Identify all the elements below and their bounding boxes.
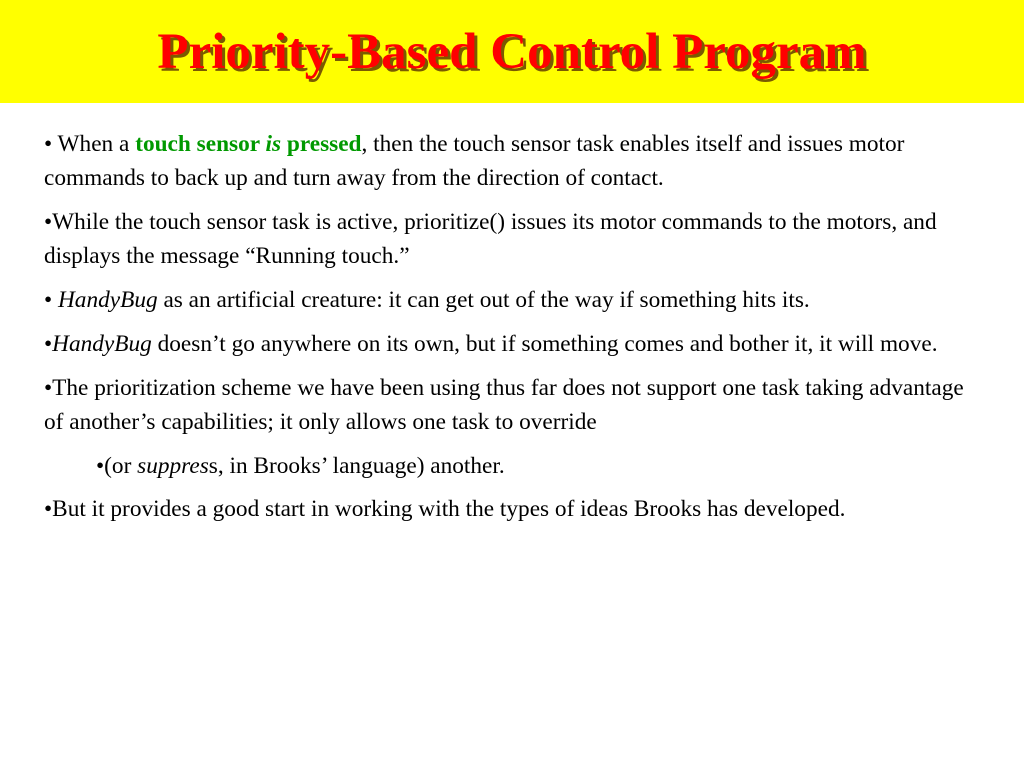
highlight-pressed: pressed (281, 131, 362, 157)
highlight-is: is (265, 131, 282, 157)
highlight-touch-sensor: touch sensor (135, 131, 266, 157)
slide-body (44, 127, 984, 536)
emphasis-handybug: HandyBug (57, 287, 158, 313)
bullet-prioritization-scheme: •The prioritization scheme we have been using thus far does not support one task taking advantage of another’s capabilities; it only allows one task to override (44, 375, 964, 435)
bullet-lead: • When a (44, 131, 136, 157)
bullet-lead: • (44, 287, 58, 313)
emphasis-suppress: suppres (137, 453, 209, 479)
bullet-text: s, in Brooks’ language) another. (208, 453, 505, 479)
bullet-touch-active: •While the touch sensor task is active, prioritize() issues its motor commands to the motors, and displays the message “Running touch.” (44, 209, 937, 269)
bullet-brooks-ideas: •But it provides a good start in working with the types of ideas Brooks has developed. (44, 496, 846, 522)
bullet-lead: • (44, 331, 53, 357)
bullet-handybug-moves (44, 327, 984, 361)
bullet-touch-sensor (44, 127, 984, 195)
bullet-text: doesn’t go anywhere on its own, but if something comes and bother it, it will move. (151, 331, 938, 357)
bullet-lead: •(or (96, 453, 138, 479)
bullet-handybug-creature (44, 283, 984, 317)
bullet-text: as an artificial creature: it can get out of the way if something hits its. (157, 287, 810, 313)
bullet-text: , then the touch sensor task enables itself and issues motor commands to back up and turn away from the direction of contact. (44, 131, 905, 191)
sub-bullet-suppress (44, 449, 984, 483)
slide-title: Priority-Based Control Program (157, 24, 867, 80)
emphasis-handybug: HandyBug (52, 331, 152, 357)
